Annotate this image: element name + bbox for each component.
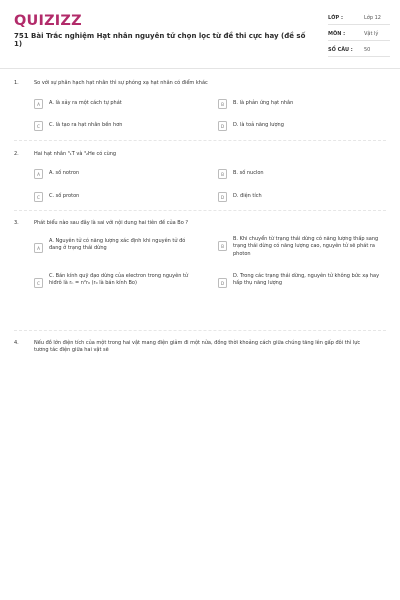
question-number: 3. <box>14 220 19 226</box>
question-text: Nếu đồ lớn điện tích của một trong hai vật mang điện giảm đi một nửa, đồng thời khoảng cách giữa chúng tăng lên gấp đôi thì lực tương tác điện giữa hai vật sẽ <box>34 340 361 354</box>
option-letter: C <box>34 278 43 288</box>
meta-count-row <box>328 46 388 55</box>
meta-class-key: LỚP : <box>328 15 343 21</box>
option-text: D. Trong các trạng thái dừng, nguyên tử không bức xạ hay hấp thụ năng lượng <box>233 273 380 287</box>
question-number: 4. <box>14 340 19 346</box>
option-d[interactable] <box>218 272 378 294</box>
option-b[interactable] <box>218 97 378 111</box>
worksheet-header <box>0 0 400 70</box>
option-letter: A <box>34 243 43 253</box>
option-text: B. là phản ứng hạt nhân <box>233 100 294 106</box>
option-letter: D <box>218 192 227 202</box>
option-letter: C <box>34 192 43 202</box>
option-a[interactable] <box>34 167 194 181</box>
meta-subject-key: MÔN : <box>328 31 346 37</box>
option-letter: D <box>218 278 227 288</box>
option-text: B. số nuclon <box>233 170 264 176</box>
option-text: B. Khi chuyển từ trạng thái dừng có năng lượng thấp sang trạng thái dừng có năng lượng cao, nguyên tử sẽ phát ra photon <box>233 236 379 257</box>
option-letter: B <box>218 241 227 251</box>
option-b[interactable] <box>218 235 378 257</box>
question-text: So với sự phân hạch hạt nhân thì sự phóng xạ hạt nhân có điểm khác <box>34 80 208 86</box>
option-letter: B <box>218 99 227 109</box>
option-b[interactable] <box>218 167 378 181</box>
question-text: Phát biểu nào sau đây là sai với nội dung hai tiên đề của Bo ? <box>34 220 188 226</box>
option-c[interactable] <box>34 190 194 204</box>
meta-class-value: Lớp 12 <box>364 15 381 21</box>
option-letter: B <box>218 169 227 179</box>
option-text: A. số notron <box>49 170 80 176</box>
option-text: D. điện tích <box>233 193 262 199</box>
option-text: D. là toả năng lượng <box>233 122 284 128</box>
option-text: C. là tạo ra hạt nhân bền hơn <box>49 122 123 128</box>
option-text: C. số proton <box>49 193 80 199</box>
meta-count-key: SỐ CÂU : <box>328 47 353 53</box>
option-text: A. là xảy ra một cách tự phát <box>49 100 122 106</box>
option-a[interactable] <box>34 237 194 259</box>
worksheet-title: 751 Bài Trắc nghiệm Hạt nhân nguyên tử chọn lọc từ đề thi cực hay (đề số 1) <box>14 32 306 49</box>
question-number: 2. <box>14 151 19 157</box>
meta-subject-value: Vật lý <box>364 31 379 37</box>
option-a[interactable] <box>34 97 194 111</box>
question-text: Hai hạt nhân ³₁T và ³₂He có cùng <box>34 151 117 157</box>
option-letter: D <box>218 121 227 131</box>
option-text: C. Bán kính quỹ đạo dừng của electron trong nguyên tử hiđrô là rₙ = n²r₀ (r₀ là bán kính Bo) <box>49 273 189 287</box>
option-c[interactable] <box>34 272 194 294</box>
option-d[interactable] <box>218 190 378 204</box>
option-letter: A <box>34 169 43 179</box>
option-a[interactable] <box>34 340 194 354</box>
question-number: 1. <box>14 80 19 86</box>
meta-count-value: 50 <box>364 47 371 53</box>
option-letter: A <box>34 99 43 109</box>
option-c[interactable] <box>34 119 194 133</box>
meta-subject-row <box>328 30 388 39</box>
option-d[interactable] <box>218 119 378 133</box>
option-text: A. Nguyên tử có năng lượng xác định khi nguyên tử đó đang ở trạng thái dừng <box>49 238 186 252</box>
option-letter: C <box>34 121 43 131</box>
meta-class-row <box>328 14 388 23</box>
quizizz-logo: QUIZIZZ <box>14 13 82 29</box>
